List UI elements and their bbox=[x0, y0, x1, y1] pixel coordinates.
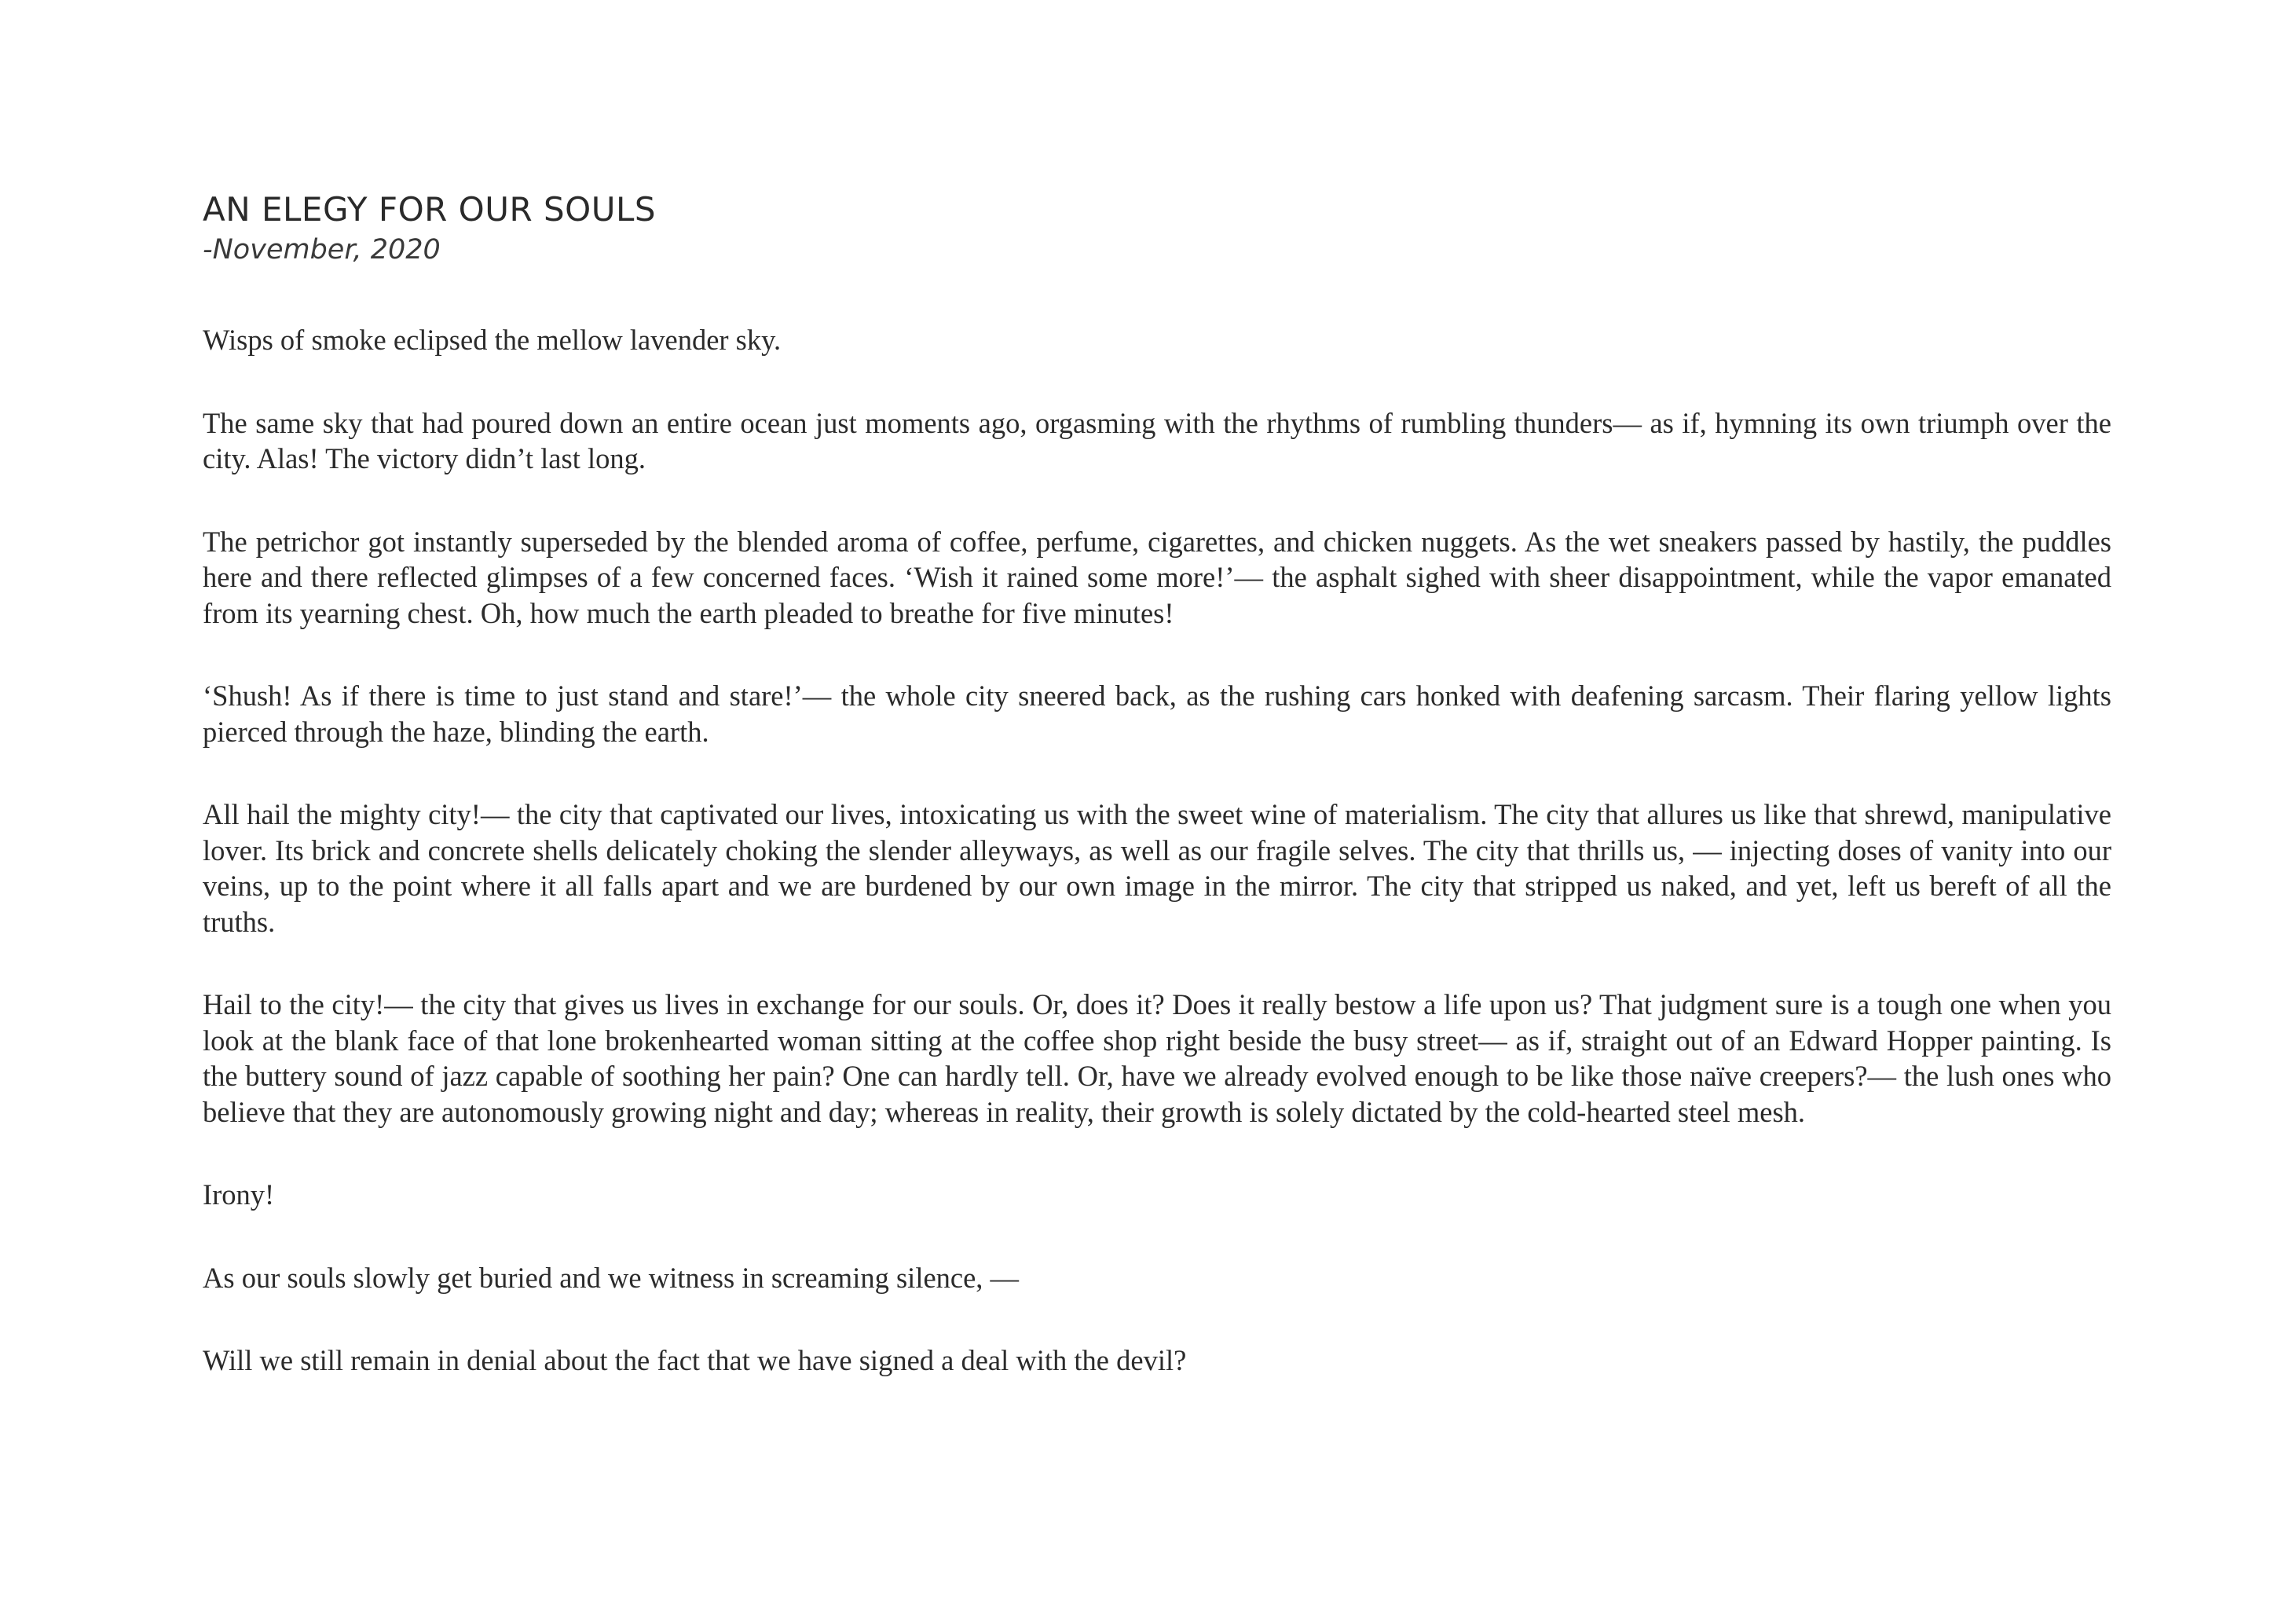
paragraph-5: All hail the mighty city!— the city that captivated our lives, intoxicating us with the sweet wine of materialism. The city that allures us like that shrewd, manipulative lover. Its brick and concrete shells delicately choking the slender alleyways, as well as our fragile selves. The city that thrills us, — injecting doses of vanity into our veins, up to the point where it all falls apart and we are burdened by our own image in the mirror. The city that stripped us naked, and yet, left us bereft of all the truths. bbox=[203, 798, 2111, 938]
paragraph-6: Hail to the city!— the city that gives us lives in exchange for our souls. Or, does it? Does it really bestow a life upon us? That judgment sure is a tough one when you look at the blank face of that lone brokenhearted woman sitting at the coffee shop right beside the busy street— as if, straight out of an Edward Hopper painting. Is the buttery sound of jazz capable of soothing her pain? One can hardly tell. Or, have we already evolved enough to be like those naïve creepers?— the lush ones who believe that they are autonomously growing night and day; whereas in reality, their growth is solely dictated by the cold-hearted steel mesh. bbox=[203, 988, 2111, 1128]
paragraph-4: ‘Shush! As if there is time to just stand and stare!’— the whole city sneered back, as the rushing cars honked with deafening sarcasm. Their flaring yellow lights pierced through the haze, blinding the earth. bbox=[203, 680, 2111, 748]
date-line: -November, 2020 bbox=[203, 234, 441, 266]
paragraph-9: Will we still remain in denial about the fact that we have signed a deal with the devil? bbox=[203, 1344, 1187, 1376]
paragraph-7: Irony! bbox=[203, 1178, 275, 1211]
paragraph-2: The same sky that had poured down an entire ocean just moments ago, orgasming with the rhythms of rumbling thunders— as if, hymning its own triumph over the city. Alas! The victory didn’t last long. bbox=[203, 406, 2111, 474]
document-page bbox=[203, 189, 2111, 1426]
paragraph-1: Wisps of smoke eclipsed the mellow lavender sky. bbox=[203, 324, 782, 356]
body-text bbox=[203, 322, 2111, 1379]
page-title: AN ELEGY FOR OUR SOULS bbox=[203, 190, 657, 229]
paragraph-8: As our souls slowly get buried and we witness in screaming silence, — bbox=[203, 1261, 1020, 1294]
paragraph-3: The petrichor got instantly superseded by the blended aroma of coffee, perfume, cigarettes, and chicken nuggets. As the wet sneakers passed by hastily, the puddles here and there reflected glimpses of a few concerned faces. ‘Wish it rained some more!’— the asphalt sighed with sheer disappointment, while the vapor emanated from its yearning chest. Oh, how much the earth pleaded to breathe for five minutes! bbox=[203, 525, 2111, 629]
